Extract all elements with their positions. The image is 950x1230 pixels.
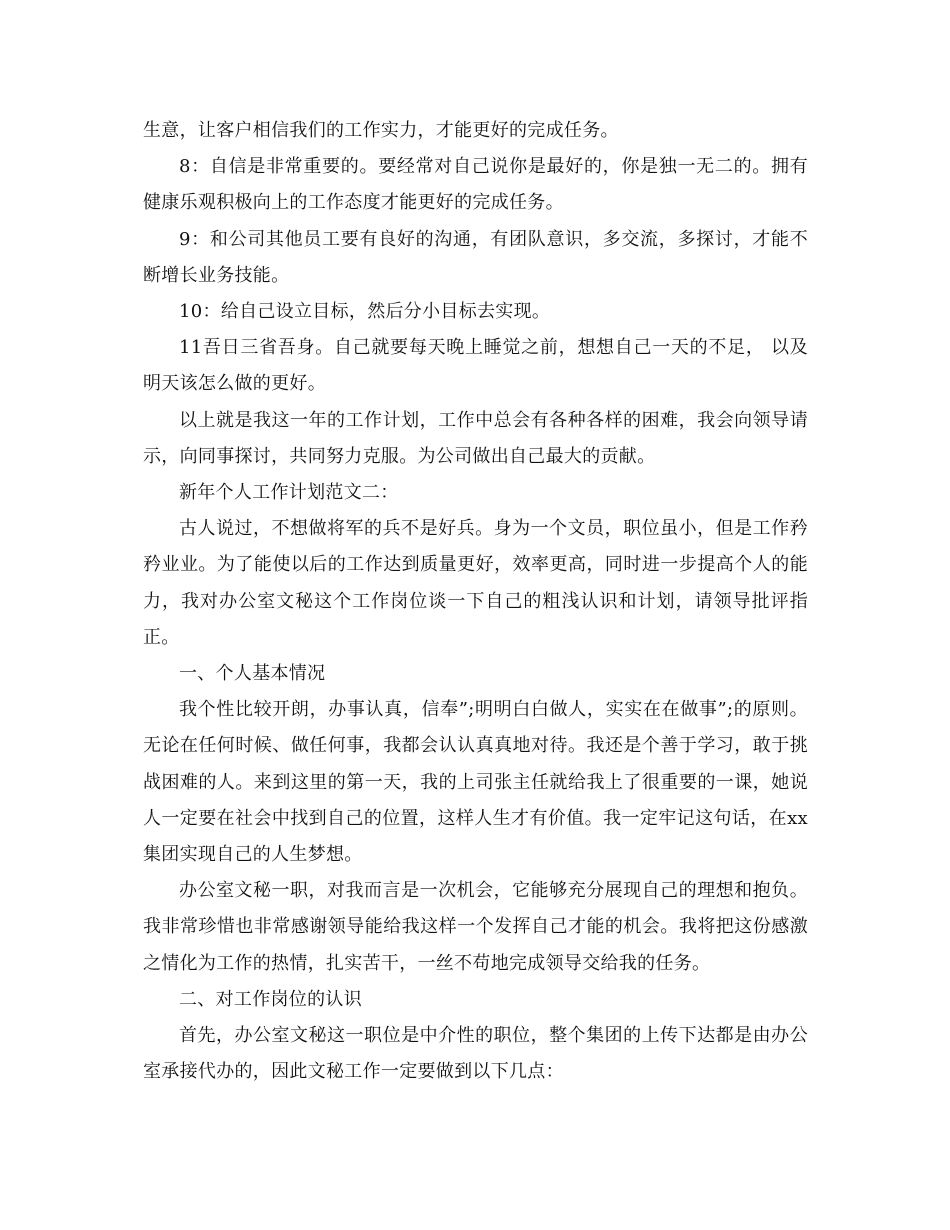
paragraph-point-11: 11吾日三省吾身。自己就要每天晚上睡觉之前，想想自己一天的不足， 以及明天该怎么做的更好。 <box>143 337 808 395</box>
paragraph-opportunity: 办公室文秘一职，对我而言是一次机会，它能够充分展现自己的理想和抱负。我非常珍惜也非常感谢领导能给我这样一个发挥自己才能的机会。我将把这份感激之情化为工作的热情，扎实苦干，一丝不苟地完成领导交给我的任务。 <box>143 880 808 974</box>
paragraph-first-point: 首先，办公室文秘这一职位是中介性的职位，整个集团的上传下达都是由办公室承接代办的，因此文秘工作一定要做到以下几点： <box>143 1025 808 1083</box>
section-title-sample-two: 新年个人工作计划范文二： <box>179 482 399 504</box>
paragraph-continued: 生意，让客户相信我们的工作实力，才能更好的完成任务。 <box>143 120 619 141</box>
paragraph-intro: 古人说过，不想做将军的兵不是好兵。身为一个文员，职位虽小，但是工作矜矜业业。为了能使以后的工作达到质量更好，效率更高，同时进一步提高个人的能力，我对办公室文秘这个工作岗位谈一下自己的粗浅认识和计划，请领导批评指正。 <box>143 518 808 648</box>
paragraph-point-8: 8：自信是非常重要的。要经常对自己说你是最好的，你是独一无二的。拥有健康乐观积极向上的工作态度才能更好的完成任务。 <box>143 156 808 214</box>
document-page <box>143 113 808 1090</box>
paragraph-personality: 我个性比较开朗，办事认真，信奉”;明明白白做人，实实在在做事”;的原则。无论在任何时候、做任何事，我都会认认真真地对待。我还是个善于学习，敢于挑战困难的人。来到这里的第一天，我的上司张主任就给我上了很重要的一课，她说人一定要在社会中找到自己的位置，这样人生才有价值。我一定牢记这句话，在xx集团实现自己的人生梦想。 <box>143 699 808 866</box>
heading-personal-info: 一、个人基本情况 <box>179 663 326 685</box>
paragraph-point-10: 10：给自己设立目标，然后分小目标去实现。 <box>179 301 551 323</box>
paragraph-point-9: 9：和公司其他员工要有良好的沟通，有团队意识，多交流，多探讨，才能不断增长业务技能。 <box>143 228 808 286</box>
paragraph-summary: 以上就是我这一年的工作计划，工作中总会有各种各样的困难，我会向领导请示，向同事探讨，共同努力克服。为公司做出自己最大的贡献。 <box>143 409 808 467</box>
heading-job-understanding: 二、对工作岗位的认识 <box>179 988 362 1010</box>
